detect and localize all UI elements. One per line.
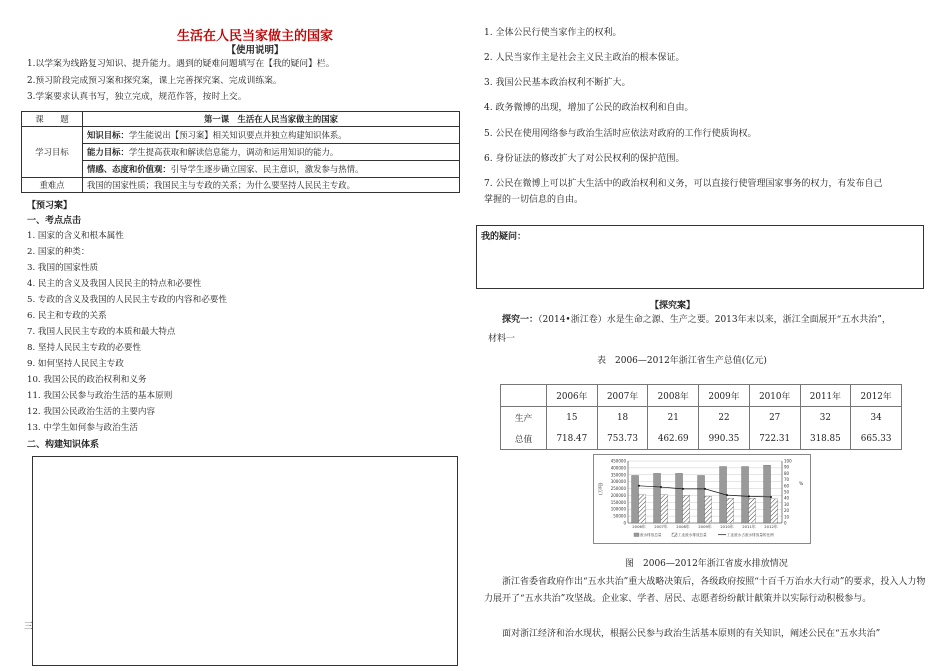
statement-5: 5. 公民在使用网络参与政治生活时应依法对政府的工作行使质询权。 [484,129,757,139]
table-cell: 34 [851,407,902,429]
table-cell: 15 [547,407,598,429]
x-tick-label: 2007年 [654,524,668,529]
goal-attitude-label: 情感、态度和价值观： [87,164,171,174]
wastewater-chart [593,454,811,544]
table-cell: 21 [648,407,699,429]
y2-tick-label: 20 [784,508,790,514]
y-tick-label: 250000 [610,486,626,492]
key-points-label: 重难点 [22,178,83,193]
table-cell: 18 [597,407,648,429]
explore-heading: 【探究案】 [650,301,696,311]
point-7: 7. 我国人民民主专政的本质和最大特点 [27,327,176,337]
goal-attitude-text: 引导学生逐步确立国家、民主意识，激发参与热情。 [170,164,364,174]
x-tick-label: 2011年 [742,524,756,529]
y-tick-label: 400000 [610,465,626,471]
y2-tick-label: 80 [784,470,790,476]
statement-4: 4. 政务微博的出现，增加了公民的政治权利和自由。 [484,103,694,113]
figure-caption: 图 2006—2012年浙江省废水排放情况 [625,559,788,569]
goal-ability [83,144,460,161]
y2-tick-label: 0 [784,520,787,526]
legend-swatch-industrial [672,533,677,537]
bar-industrial-wastewater [727,498,734,523]
material-label: 材料一 [488,334,516,344]
explore-1-label: 探究一： [502,315,539,325]
statement-7: 7. 公民在微博上可以扩大生活中的政治权利和义务，可以直接行使管理国家事务的权力，有发布自己 [484,179,883,189]
study-plan-table [21,111,460,193]
instruction-3: 3.学案要求认真书写，独立完成，规范作答，按时上交。 [27,92,247,102]
point-industrial-ratio [748,495,750,497]
y-tick-label: 0 [623,520,626,526]
point-12: 12. 我国公民政治生活的主要内容 [27,407,156,417]
legend-label-industrial: 工业废水排放总量 [678,533,707,537]
table-year: 2007年 [597,385,648,407]
y2-tick-label: 30 [784,501,790,507]
knowledge-system-box[interactable] [32,456,458,666]
y-tick-label: 200000 [610,492,626,498]
paragraph-1: 浙江省委省政府作出“五水共治”重大战略决策后，各级政府按照“十百千万治水大行动”的要求，投入人力物力展开了“五水共治”攻坚战。企业家、学者、居民、志愿者纷纷献计献策并以实际行动积极参与。 [484,577,926,604]
bar-total-wastewater [654,473,661,523]
legend-label-total: 废水排放总量 [640,533,662,537]
goal-ability-text: 学生提高获取和解读信息能力，调动和运用知识的能力。 [128,147,339,157]
point-10: 10. 我国公民的政治权利和义务 [27,375,147,385]
goal-ability-label: 能力目标： [87,147,129,157]
point-4: 4. 民主的含义及我国人民民主的特点和必要性 [27,279,202,289]
table-cell: 22 [699,407,750,429]
table-cell: 753.73 [597,428,648,450]
y-tick-label: 350000 [610,472,626,478]
y2-tick-label: 10 [784,514,790,520]
point-2: 2. 国家的种类： [27,247,90,257]
bar-total-wastewater [632,475,639,523]
key-points-value: 我国的国家性质；我国民主与专政的关系；为什么要坚持人民民主专政。 [83,178,460,193]
table-year: 2009年 [699,385,750,407]
bar-industrial-wastewater [749,498,756,523]
point-industrial-ratio [726,494,728,496]
margin-mark: 三 [24,622,34,632]
bar-industrial-wastewater [639,495,646,523]
y2-tick-label: 40 [784,495,790,501]
y2-tick-label: 70 [784,477,790,483]
row-label-2: 总值 [501,428,547,450]
y-tick-label: 300000 [610,479,626,485]
preview-heading: 【预习案】 [27,201,73,211]
point-5: 5. 专政的含义及我国的人民民主专政的内容和必要性 [27,295,227,305]
point-industrial-ratio [638,485,640,487]
goal-knowledge [83,127,460,144]
table-corner [501,385,547,407]
y2-axis-label: % [799,482,804,487]
table-caption: 表 2006—2012年浙江省生产总值(亿元) [597,356,767,366]
y-tick-label: 150000 [610,499,626,505]
course-value: 第一课 生活在人民当家做主的国家 [83,112,460,127]
y-tick-label: 50000 [613,513,626,519]
point-industrial-ratio [770,496,772,498]
y-tick-label: 450000 [610,458,626,464]
y2-tick-label: 100 [784,458,792,464]
paragraph-2: 面对浙江经济和治水现状，根据公民参与政治生活基本原则的有关知识，阐述公民在“五水共治” [502,629,881,639]
bar-industrial-wastewater [683,495,690,523]
usage-heading: 【使用说明】 [226,45,284,56]
question-label: 我的疑问： [481,232,527,242]
y2-tick-label: 50 [784,489,790,495]
table-year: 2011年 [800,385,851,407]
goal-knowledge-label: 知识目标： [87,130,129,140]
table-cell: 27 [749,407,800,429]
point-3: 3. 我国的国家性质 [27,263,99,273]
y-axis-label: (万吨) [599,482,604,495]
statement-3: 3. 我国公民基本政治权利不断扩大。 [484,78,631,88]
bar-industrial-wastewater [771,499,778,523]
point-6: 6. 民主和专政的关系 [27,311,107,321]
x-tick-label: 2010年 [720,524,734,529]
bar-industrial-wastewater [661,495,668,523]
table-year: 2008年 [648,385,699,407]
y2-tick-label: 90 [784,464,790,470]
table-year: 2010年 [749,385,800,407]
point-1: 1. 国家的含义和根本属性 [27,231,124,241]
bar-total-wastewater [764,465,771,523]
legend-label-ratio: 工业废水占废水排放量的比例 [727,533,774,537]
bar-total-wastewater [698,475,705,523]
table-year: 2012年 [851,385,902,407]
goal-knowledge-text: 学生能说出【预习案】相关知识要点并独立构建知识体系。 [128,130,347,140]
statement-2: 2. 人民当家作主是社会主义民主政治的根本保证。 [484,53,685,63]
x-tick-label: 2006年 [632,524,646,529]
statement-6: 6. 身份证法的修改扩大了对公民权利的保护范围。 [484,154,685,164]
document-title: 生活在人民当家做主的国家 [176,29,333,44]
bar-industrial-wastewater [705,496,712,523]
goals-label: 学习目标 [22,127,83,178]
legend-swatch-total [634,533,639,537]
goal-attitude [83,161,460,178]
point-industrial-ratio [682,488,684,490]
y2-tick-label: 60 [784,483,790,489]
explore-1-text: （2014•浙江卷）水是生命之源、生产之要。2013年末以来，浙江全面展开“五水共治”， [538,315,891,325]
statement-1: 1. 全体公民行使当家作主的权利。 [484,28,622,38]
explore-1-intro [502,312,932,325]
course-label: 课 题 [22,112,83,127]
bar-total-wastewater [676,473,683,523]
x-tick-label: 2012年 [764,524,778,529]
bar-total-wastewater [742,467,749,523]
table-cell: 462.69 [648,428,699,450]
table-cell: 32 [800,407,851,429]
instruction-2: 2.预习阶段完成预习案和探究案，课上完善探究案、完成训练案。 [27,76,282,86]
statement-7-cont: 掌握的一切信息的自由。 [484,195,584,205]
row-label-1: 生产 [501,407,547,429]
gdp-table [500,384,902,450]
point-13: 13. 中学生如何参与政治生活 [27,423,138,433]
table-year: 2006年 [547,385,598,407]
table-cell: 990.35 [699,428,750,450]
point-11: 11. 我国公民参与政治生活的基本原则 [27,391,173,401]
x-tick-label: 2008年 [676,524,690,529]
point-9: 9. 如何坚持人民民主专政 [27,359,124,369]
point-8: 8. 坚持人民民主专政的必要性 [27,343,142,353]
section-exam-points: 一、考点点击 [27,216,82,226]
section-knowledge-system: 二、构建知识体系 [27,440,100,450]
table-cell: 722.31 [749,428,800,450]
table-cell: 318.85 [800,428,851,450]
y-tick-label: 100000 [610,506,626,512]
point-industrial-ratio [704,488,706,490]
x-tick-label: 2009年 [698,524,712,529]
table-cell: 665.33 [851,428,902,450]
point-industrial-ratio [660,486,662,488]
table-cell: 718.47 [547,428,598,450]
question-box[interactable] [476,225,924,289]
instruction-1: 1.以学案为线路复习知识、提升能力。遇到的疑难问题填写在【我的疑问】栏。 [27,59,335,69]
